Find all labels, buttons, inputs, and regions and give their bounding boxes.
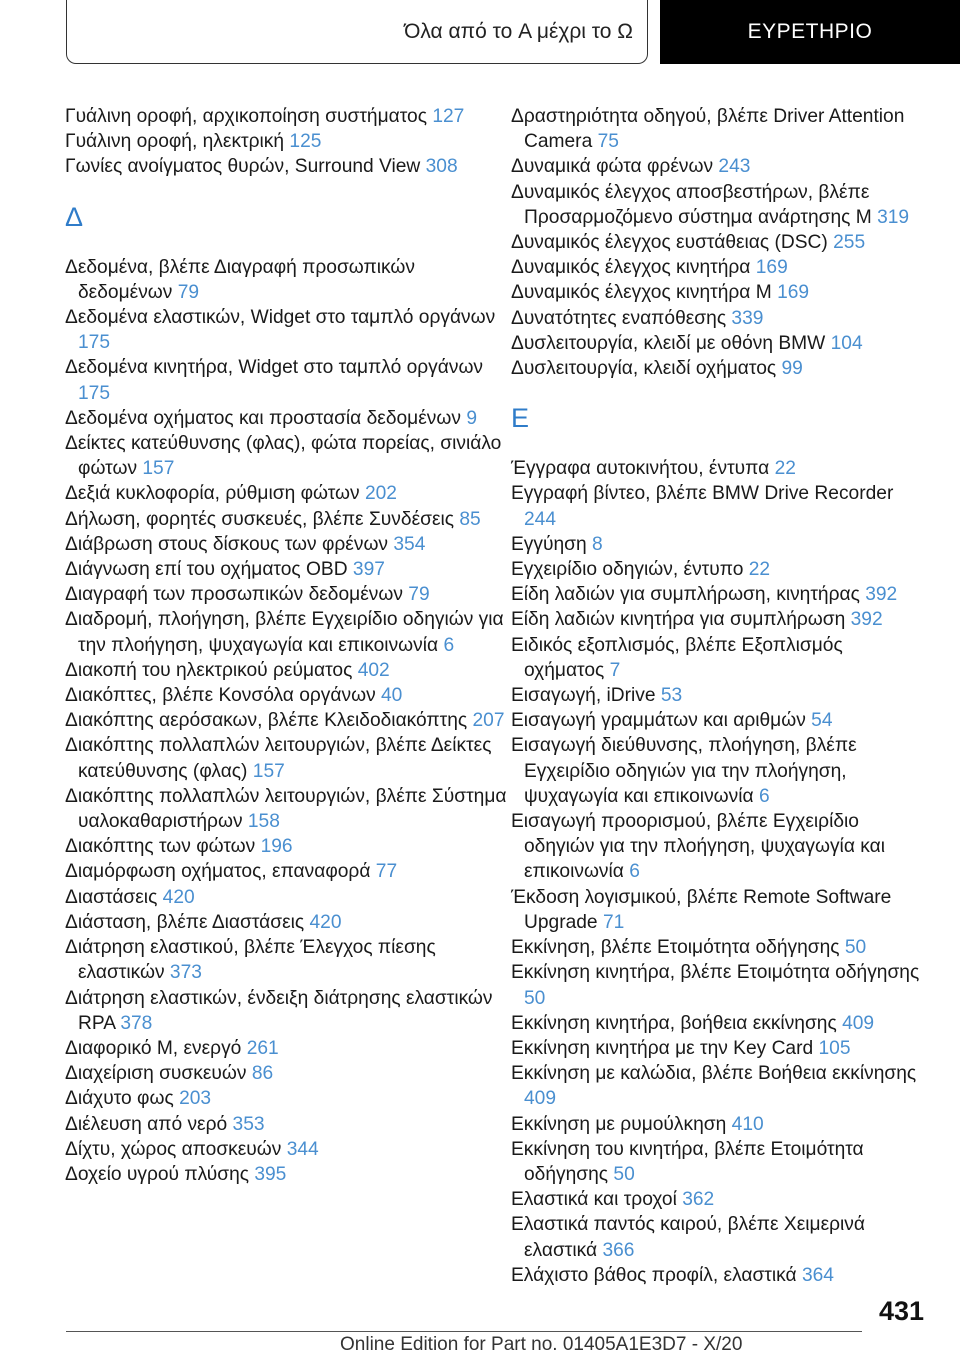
right-column (511, 104, 923, 1288)
index-page-link[interactable]: 86 (251, 1063, 274, 1085)
index-entry-text: Διάβρωση στους δίσκους των φρένων (65, 533, 389, 555)
index-entry-text: Διακοπή του ηλεκτρικού ρεύματος (65, 659, 353, 681)
index-page-link[interactable]: 402 (357, 659, 390, 681)
index-page-link[interactable]: 6 (629, 861, 640, 883)
index-entry-text: Δείκτες κατεύθυνσης (φλας), φώτα πορείας, σινιάλο φώτων (65, 433, 502, 480)
index-entry (511, 683, 923, 708)
index-letter-heading: Ε (511, 403, 530, 434)
index-page-link[interactable]: 392 (850, 609, 883, 631)
index-page-link[interactable]: 105 (818, 1037, 851, 1059)
index-entry-text: Δυναμικός έλεγχος κινητήρα (511, 257, 751, 279)
index-entry (65, 481, 511, 506)
index-page-link[interactable]: 7 (609, 659, 621, 681)
index-entry-text: Διέλευση από νερό (65, 1113, 228, 1135)
index-entry-text: Ειδικός εξοπλισμός, βλέπε Εξοπλισμός οχήματος (511, 634, 843, 681)
index-page-link[interactable]: 79 (177, 281, 200, 303)
index-entry (65, 1036, 511, 1061)
index-entry-text: Ελαστικά παντός καιρού, βλέπε Χειμερινά ελαστικά (511, 1214, 865, 1261)
index-page-link[interactable]: 8 (592, 533, 603, 555)
index-entry-text: Έγγραφα αυτοκινήτου, έντυπα (511, 458, 770, 480)
index-entry-text: Εκκίνηση με ρυμούλκηση (511, 1113, 727, 1135)
index-page-link[interactable]: 397 (352, 559, 385, 581)
index-entry-text: Δεδομένα, βλέπε Διαγραφή προσωπικών δεδομένων (65, 256, 415, 303)
index-entry-text: Διάχυτο φως (65, 1088, 174, 1110)
index-page-link[interactable]: 53 (660, 685, 683, 707)
index-entry (511, 1061, 923, 1111)
index-entry (65, 658, 511, 683)
index-entry (511, 104, 923, 154)
index-entry-text: Διαγραφή των προσωπικών δεδομένων (65, 584, 403, 606)
index-page-link[interactable]: 255 (833, 232, 866, 254)
index-entry (511, 1187, 923, 1212)
index-page-link[interactable]: 308 (425, 156, 458, 178)
index-entry (65, 733, 511, 783)
index-entry (65, 910, 511, 935)
index-entry (65, 104, 511, 129)
index-page-link[interactable]: 243 (718, 156, 751, 178)
index-entry (511, 481, 923, 531)
page-number: 431 (878, 1296, 924, 1326)
index-entry-text: Εκκίνηση κινητήρα με την Key Card (511, 1037, 814, 1059)
left-column (65, 104, 511, 1288)
index-entry-text: Έκδοση λογισμικού, βλέπε Remote Software Upgrade (511, 886, 892, 933)
index-entry (65, 1112, 511, 1137)
index-entry (65, 557, 511, 582)
index-entry (511, 532, 923, 557)
index-entry (65, 154, 511, 179)
index-page-link[interactable]: 77 (375, 861, 398, 883)
index-page-link[interactable]: 6 (758, 785, 770, 807)
index-entry-text: Εγχειρίδιο οδηγιών, έντυπο (511, 559, 744, 581)
index-entry (511, 557, 923, 582)
index-entry (65, 532, 511, 557)
index-entry-text: Είδη λαδιών κινητήρα για συμπλήρωση (511, 609, 846, 631)
index-entry-text: Εκκίνηση κινητήρα, βλέπε Ετοιμότητα οδήγησης (511, 962, 920, 984)
index-page-link[interactable]: 158 (247, 811, 280, 833)
index-page-link[interactable]: 104 (830, 332, 863, 354)
index-entry-text: Εισαγωγή, iDrive (511, 685, 656, 707)
index-page-link[interactable]: 169 (755, 257, 788, 279)
index-entry-text: Διακόπτης των φώτων (65, 836, 256, 858)
index-entry-text: Εκκίνηση, βλέπε Ετοιμότητα οδήγησης (511, 937, 840, 959)
index-entry-text: Εγγραφή βίντεο, βλέπε BMW Drive Recorder (511, 483, 894, 505)
index-entry-text: Γωνίες ανοίγματος θυρών, Surround View (65, 156, 421, 178)
index-page-link[interactable]: 409 (524, 1088, 557, 1110)
index-entry (65, 1162, 511, 1187)
index-entry (65, 986, 511, 1036)
index-letter-heading: Δ (65, 201, 84, 232)
index-page-link[interactable]: 373 (169, 962, 202, 984)
index-page-link[interactable]: 50 (613, 1163, 635, 1185)
index-page-link[interactable]: 54 (811, 710, 833, 732)
index-entry (511, 280, 923, 305)
index-entry-text: Δεδομένα οχήματος και προστασία δεδομένων (65, 407, 461, 429)
index-entry (511, 633, 923, 683)
index-entry (511, 255, 923, 280)
index-page-link[interactable]: 40 (381, 685, 403, 707)
index-entry (511, 1137, 923, 1187)
index-entry-text: Δοχείο υγρού πλύσης (65, 1163, 249, 1185)
index-entry (65, 129, 511, 154)
index-entry (65, 1086, 511, 1111)
index-page-link[interactable]: 9 (466, 407, 477, 429)
index-page-link[interactable]: 392 (865, 584, 898, 606)
index-entry-text: Διαχείριση συσκευών (65, 1063, 247, 1085)
index-entry (511, 1112, 923, 1137)
index-entry-text: Δεδομένα κινητήρα, Widget στο ταμπλό οργάνων (65, 357, 484, 379)
index-entry (65, 784, 511, 834)
page-header (66, 0, 960, 66)
index-page-link[interactable]: 99 (781, 358, 803, 380)
index-entry-text: Εισαγωγή προορισμού, βλέπε Εγχειρίδιο οδηγιών για την πλοήγηση, ψυχαγωγία και επικοινωνία (511, 811, 885, 883)
index-page-link[interactable]: 339 (731, 307, 764, 329)
index-entry-text: Διακόπτες, βλέπε Κονσόλα οργάνων (65, 685, 376, 707)
index-page-link[interactable]: 75 (597, 131, 619, 153)
index-entry-text: Εγγύηση (511, 533, 587, 555)
index-entry (511, 733, 923, 809)
index-page-link[interactable]: 410 (731, 1113, 764, 1135)
index-entry (65, 582, 511, 607)
index-entry-text: Εισαγωγή γραμμάτων και αριθμών (511, 710, 806, 732)
index-entry (65, 305, 511, 355)
index-page-link[interactable]: 22 (748, 559, 771, 581)
index-entry-text: Ελαστικά και τροχοί (511, 1189, 677, 1211)
index-page-link[interactable]: 395 (254, 1163, 287, 1185)
index-entry (65, 683, 511, 708)
index-page-link[interactable]: 71 (602, 911, 625, 933)
index-page-link[interactable]: 409 (842, 1012, 875, 1034)
index-page-link[interactable]: 6 (443, 634, 455, 656)
index-entry (65, 708, 511, 733)
index-entry-text: Διακόπτης αερόσακων, βλέπε Κλειδοδιακόπτης (65, 710, 468, 732)
index-entry (65, 859, 511, 884)
index-entry-text: Δήλωση, φορητές συσκευές, βλέπε Συνδέσεις (65, 508, 455, 530)
index-entry (65, 431, 511, 481)
index-entry (511, 582, 923, 607)
index-entry-text: Γυάλινη οροφή, αρχικοποίηση συστήματος (65, 106, 427, 127)
index-entry-text: Δεδομένα ελαστικών, Widget στο ταμπλό οργάνων (65, 307, 496, 329)
index-entry (65, 834, 511, 859)
index-tab: ΕΥΡΕΤΗΡΙΟ (660, 0, 960, 64)
index-page-link[interactable]: 378 (120, 1012, 153, 1034)
footer-divider (66, 1331, 862, 1332)
index-page-link[interactable]: 175 (78, 382, 111, 404)
index-entry (511, 1036, 923, 1061)
index-entry-text: Διαδρομή, πλοήγηση, βλέπε Εγχειρίδιο οδηγιών για την πλοήγηση, ψυχαγωγία και επικοινωνία (65, 609, 504, 656)
index-entry (511, 154, 923, 179)
index-entry-text: Δυναμικός έλεγχος αποσβεστήρων, βλέπε Προσαρμοζόμενο σύστημα ανάρτησης M (511, 181, 872, 228)
index-entry-text: Δυναμικά φώτα φρένων (511, 156, 714, 178)
index-entry (511, 885, 923, 935)
index-entry (511, 708, 923, 733)
index-entry-text: Διακόπτης πολλαπλών λειτουργιών, βλέπε Σύστημα υαλοκαθαριστήρων (65, 785, 507, 833)
index-entry-text: Είδη λαδιών για συμπλήρωση, κινητήρας (511, 584, 860, 606)
index-page-link[interactable]: 127 (432, 106, 465, 127)
index-page-link[interactable]: 85 (459, 508, 481, 530)
index-entry (511, 180, 923, 230)
index-page-link[interactable]: 244 (524, 508, 557, 530)
index-entry (511, 230, 923, 255)
index-entry (65, 507, 511, 532)
index-page-link[interactable]: 157 (142, 458, 175, 480)
index-entry (65, 406, 511, 431)
index-entry-text: Γυάλινη οροφή, ηλεκτρική (65, 131, 285, 153)
index-page-link[interactable]: 344 (286, 1138, 319, 1160)
index-entry-text: Δεξιά κυκλοφορία, ρύθμιση φώτων (65, 483, 360, 505)
index-entry-text: Εκκίνηση με καλώδια, βλέπε Βοήθεια εκκίνησης (511, 1063, 917, 1085)
index-entry (65, 935, 511, 985)
index-entry-text: Δυναμικός έλεγχος κινητήρα M (511, 282, 772, 304)
index-page-link[interactable]: 354 (393, 533, 426, 555)
index-entry-text: Διάγνωση επί του οχήματος OBD (65, 559, 348, 581)
index-entry-text: Διαμόρφωση οχήματος, επαναφορά (65, 861, 371, 883)
index-entry-text: Διακόπτης πολλαπλών λειτουργιών, βλέπε Δείκτες κατεύθυνσης (φλας) (65, 735, 492, 782)
index-page-link[interactable]: 420 (162, 886, 195, 908)
index-entry-text: Εκκίνηση κινητήρα, βοήθεια εκκίνησης (511, 1012, 837, 1034)
index-entry (511, 1263, 923, 1288)
index-page-link[interactable]: 169 (777, 282, 810, 304)
index-page-link[interactable]: 175 (78, 332, 111, 354)
index-entry (511, 935, 923, 960)
section-title-tab: Όλα από το A μέχρι το Ω (66, 0, 648, 64)
index-entry (65, 255, 511, 305)
index-columns (65, 104, 925, 1288)
index-entry-text: Διάτρηση ελαστικών, ένδειξη διάτρησης ελαστικών RPA (65, 987, 493, 1034)
index-page-link[interactable]: 50 (524, 987, 546, 1009)
index-page-link[interactable]: 261 (246, 1037, 279, 1059)
index-page-link[interactable]: 319 (877, 206, 910, 228)
index-entry-text: Εισαγωγή διεύθυνσης, πλοήγηση, βλέπε Εγχειρίδιο οδηγιών για την πλοήγηση, ψυχαγωγία και επικοινωνία (511, 735, 857, 807)
index-entry (511, 306, 923, 331)
index-page-link[interactable]: 125 (289, 131, 322, 153)
index-entry (511, 356, 923, 381)
index-entry (511, 607, 923, 632)
index-entry (511, 1212, 923, 1262)
index-page-link[interactable]: 353 (232, 1113, 265, 1135)
index-page-link[interactable]: 203 (179, 1088, 212, 1110)
index-entry-text: Δυσλειτουργία, κλειδί με οθόνη BMW (511, 332, 826, 354)
index-entry-text: Διαστάσεις (65, 886, 158, 908)
index-entry (511, 1011, 923, 1036)
index-page-link[interactable]: 50 (844, 937, 867, 959)
index-entry-text: Εκκίνηση του κινητήρα, βλέπε Ετοιμότητα οδήγησης (511, 1138, 864, 1185)
index-entry (511, 809, 923, 885)
index-entry (511, 456, 923, 481)
index-entry (65, 355, 511, 405)
index-entry (65, 1061, 511, 1086)
index-entry (65, 885, 511, 910)
index-entry-text: Διάτρηση ελαστικού, βλέπε Έλεγχος πίεσης ελαστικών (65, 937, 436, 984)
index-entry (65, 607, 511, 657)
index-entry (511, 960, 923, 1010)
footer-edition: Online Edition for Part no. 01405A1E3D7 - X/20 (340, 1334, 743, 1355)
index-page-link[interactable]: 22 (774, 458, 796, 480)
index-entry-text: Διαφορικό M, ενεργό (65, 1037, 242, 1059)
index-page-link[interactable]: 362 (682, 1189, 715, 1211)
index-entry-text: Ελάχιστο βάθος προφίλ, ελαστικά (511, 1264, 797, 1286)
index-page-link[interactable]: 207 (472, 710, 505, 732)
index-entry-text: Δραστηριότητα οδηγού, βλέπε Driver Attention Camera (511, 106, 905, 153)
index-page-link[interactable]: 366 (602, 1239, 635, 1261)
index-page-link[interactable]: 196 (260, 836, 293, 858)
index-page-link[interactable]: 79 (408, 584, 430, 606)
index-page-link[interactable]: 157 (252, 760, 285, 782)
index-entry-text: Δίχτυ, χώρος αποσκευών (65, 1138, 282, 1160)
index-entry (65, 1137, 511, 1162)
index-page-link[interactable]: 202 (364, 483, 397, 505)
index-entry-text: Δυναμικός έλεγχος ευστάθειας (DSC) (511, 232, 828, 254)
index-page-link[interactable]: 364 (801, 1264, 834, 1286)
index-entry-text: Δυσλειτουργία, κλειδί οχήματος (511, 358, 777, 380)
index-entry-text: Διάσταση, βλέπε Διαστάσεις (65, 911, 305, 933)
index-page-link[interactable]: 420 (309, 911, 342, 933)
index-entry-text: Δυνατότητες εναπόθεσης (511, 307, 727, 329)
index-entry (511, 331, 923, 356)
